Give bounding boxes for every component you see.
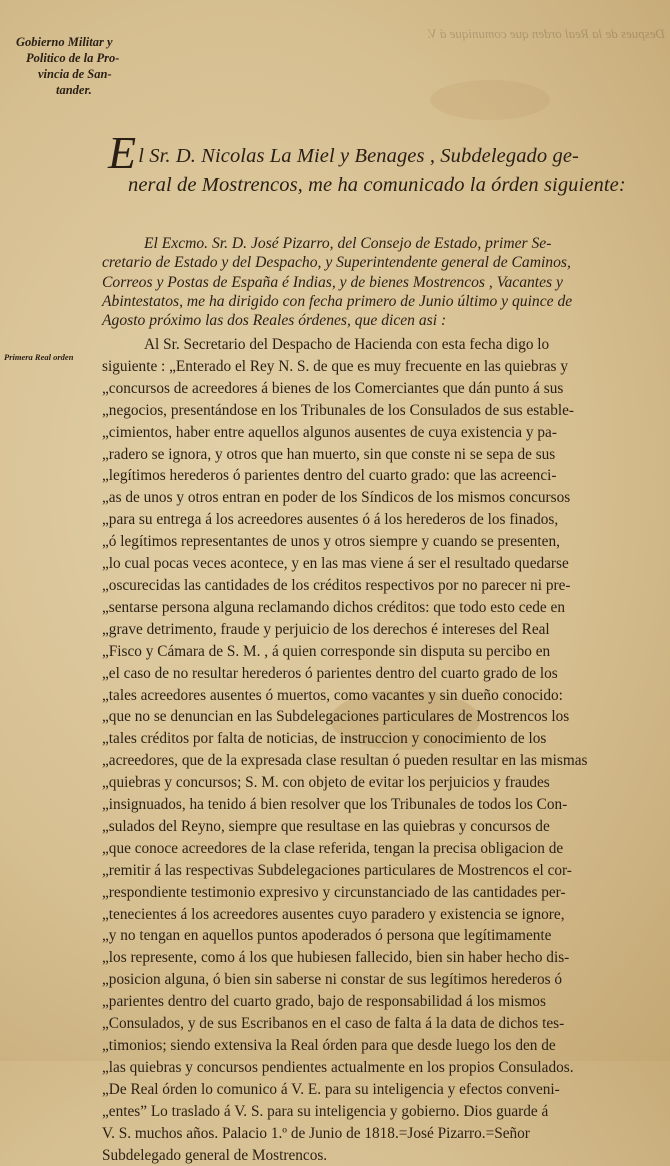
text-line: „Consulados, y de sus Escribanos en el caso de falta á la data de dichos tes- — [102, 1015, 565, 1033]
text-line: „ó legítimos representantes de unos y otros siempre y cuando se presenten, — [102, 533, 560, 551]
bleed-through-text: Despues de la Real orden que comunique á V. — [427, 26, 665, 41]
text-line: „los represente, como á los que hubiesen fallecido, bien sin haber hecho dis- — [102, 949, 570, 967]
text-line: V. S. muchos años. Palacio 1.º de Junio de 1818.=José Pizarro.=Señor — [102, 1124, 530, 1142]
text-line: „legítimos herederos ó parientes dentro del cuarto grado: que las acreenci- — [102, 467, 557, 485]
text-line: „remitir á las respectivas Subdelegaciones particulares de Mostrencos el cor- — [102, 861, 572, 879]
text-line: „sulados del Reyno, siempre que resultase en las quiebras y concursos de — [102, 817, 550, 835]
drop-cap: E — [108, 127, 137, 178]
text-line: „grave detrimento, fraude y perjuicio de los derechos é intereses del Real — [102, 620, 550, 638]
text-line: „radero se ignora, y otros que han muerto, sin que conste ni se sepa de sus — [102, 445, 556, 463]
text-line: El Excmo. Sr. D. José Pizarro, del Consejo de Estado, primer Se- — [144, 235, 552, 252]
text-line: „que conoce acreedores de la clase referida, tengan la precisa obligacion de — [102, 839, 564, 857]
margin-note-line: vincia de San- — [38, 67, 112, 81]
text-line: „concursos de acreedores á bienes de los Comerciantes que dán punto á sus — [102, 379, 564, 397]
text-line: „insignuados, ha tenido á bien resolver que los Tribunales de todos los Con- — [102, 796, 568, 814]
margin-note-line: Gobierno Militar y — [16, 35, 113, 49]
margin-note — [16, 34, 144, 98]
intro-paragraph — [102, 234, 658, 330]
text-line: „lo cual pocas veces acontece, y en las mas viene á ser el resultado quedarse — [102, 555, 569, 573]
text-line: „oscurecidas las cantidades de los créditos respectivos por no parecer ni pre- — [102, 576, 571, 594]
text-line: „as de unos y otros entran en poder de los Síndicos de los mismos concursos — [102, 489, 571, 507]
text-line: „Fisco y Cámara de S. M. , á quien corresponde sin disputa su percibo en — [102, 642, 551, 660]
text-line: „tenecientes á los acreedores ausentes cuyo paradero y existencia se ignore, — [102, 905, 565, 923]
margin-note-line: tander. — [56, 83, 92, 97]
text-line: „negocios, presentándose en los Tribunales de los Consulados de sus estable- — [102, 401, 575, 419]
heading-text-1: l Sr. D. Nicolas La Miel y Benages , Subdelegado ge- — [138, 145, 579, 167]
text-line: „tales créditos por falta de noticias, de instruccion y conocimiento de los — [102, 730, 547, 748]
text-line: Correos y Postas de España é Indias, y de bienes Mostrencos , Vacantes y — [102, 273, 563, 291]
text-line: „que no se denuncian en las Subdelegaciones particulares de Mostrencos los — [102, 708, 570, 726]
text-line: cretario de Estado y del Despacho, y Superintendente general de Caminos, — [102, 254, 571, 272]
text-line: „cimientos, haber entre aquellos algunos ausentes de cuya existencia y pa- — [102, 423, 557, 441]
text-line: „posicion alguna, ó bien sin saberse ni constar de sus legítimos herederos ó — [102, 971, 563, 989]
text-line: „timonios; siendo extensiva la Real órden para que desde luego los den de — [102, 1037, 556, 1054]
page-heading — [108, 127, 656, 200]
text-line: „respondiente testimonio expresivo y circunstanciado de las cantidades per- — [102, 883, 566, 901]
text-line: „el caso de no resultar herederos ó parientes dentro del cuarto grado de los — [102, 664, 558, 682]
text-line: „sentarse persona alguna reclamando dichos créditos: que todo esto cede en — [102, 598, 565, 616]
heading-line-1 — [108, 127, 656, 178]
text-line: „y no tengan en aquellos puntos apoderados ó persona que legítimamente — [102, 927, 552, 945]
margin-note-line: Politico de la Pro- — [26, 51, 120, 65]
text-line: „tales acreedores ausentes ó muertos, como vacantes y sin dueño conocido: — [102, 686, 563, 704]
text-line: „De Real órden lo comunico á V. E. para su inteligencia y efectos conveni- — [102, 1080, 560, 1098]
text-line: „para su entrega á los acreedores ausentes ó á los herederos de los finados, — [102, 511, 559, 529]
text-line: siguiente : „Enterado el Rey N. S. de que es muy frecuente en las quiebras y — [102, 357, 568, 375]
text-line: „las quiebras y concursos pendientes actualmente en los propios Consulados. — [102, 1058, 574, 1076]
body-paragraph — [102, 334, 662, 1166]
side-label: Primera Real orden — [4, 352, 74, 362]
heading-line-2: neral de Mostrencos, me ha comunicado la órden siguiente: — [128, 174, 626, 196]
text-line: Abintestatos, me ha dirigido con fecha primero de Junio último y quince de — [102, 292, 573, 310]
text-line: „acreedores, que de la expresada clase resultan ó pueden resultar en las mismas — [102, 752, 588, 770]
text-line: Al Sr. Secretario del Despacho de Hacienda con esta fecha digo lo — [144, 336, 550, 353]
text-line: „entes” Lo traslado á V. S. para su inteligencia y gobierno. Dios guarde á — [102, 1102, 549, 1120]
text-line: „parientes dentro del cuarto grado, bajo de responsabilidad á los mismos — [102, 993, 546, 1011]
text-line: Agosto próximo las dos Reales órdenes, que dicen asi : — [102, 312, 447, 330]
text-line: „quiebras y concursos; S. M. con objeto de evitar los perjuicios y fraudes — [102, 774, 550, 792]
text-line: Subdelegado general de Mostrencos. — [102, 1146, 328, 1164]
